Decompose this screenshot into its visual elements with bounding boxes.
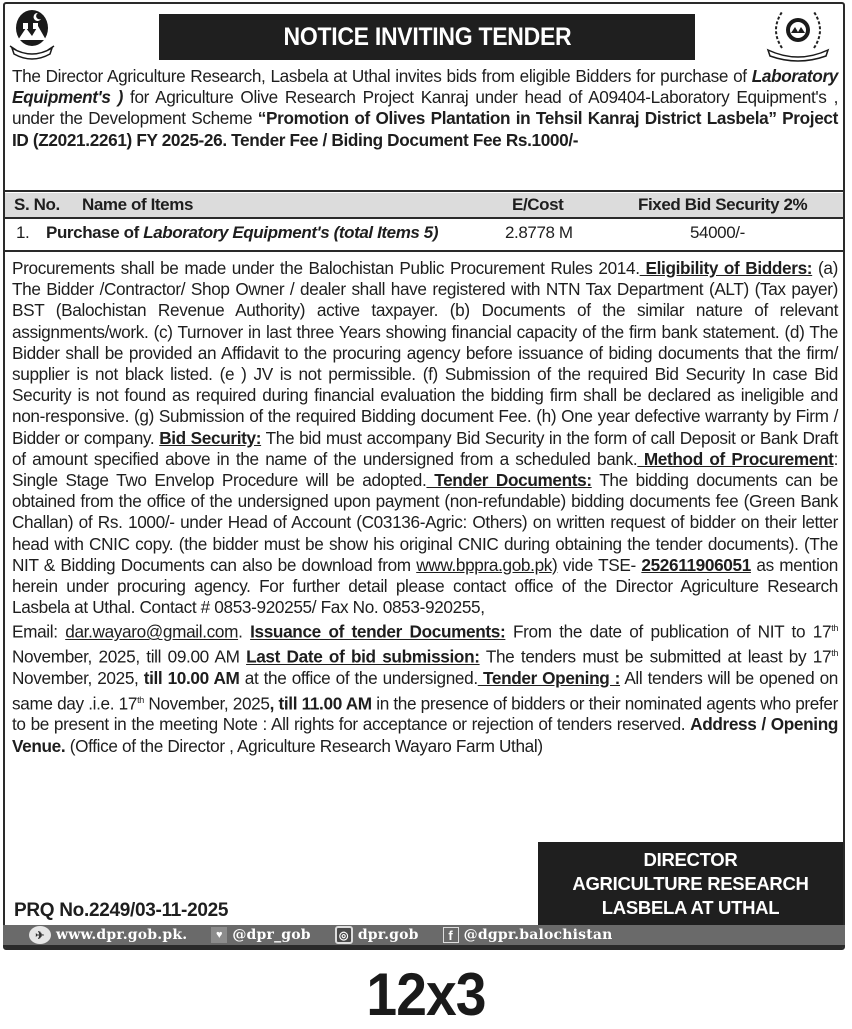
ordinal-suffix: th [137,694,144,705]
table-bottom-border [3,250,845,252]
col-header-security: Fixed Bid Security 2% [638,195,808,214]
footer-instagram[interactable] [335,926,419,944]
signature-block [538,842,843,925]
row-security: 54000/- [690,223,745,242]
prq-number: PRQ No.2249/03-11-2025 [14,900,229,921]
terms-text: . [238,622,251,643]
instagram-handle[interactable]: dpr.gob [357,927,419,943]
intro-paragraph [12,66,838,151]
heading-issuance: Issuance of tender Documents: [250,622,506,643]
terms-text: November, 2025, till 09.00 AM [12,647,247,668]
table-header-divider [3,217,845,219]
scheme-name: “Promotion of Olives Plantation in Tehsil Kanraj District Lasbela” Project ID (Z2021.2261) FY 2025-26. Tender Fee / Biding Document Fee Rs.1000/- [12,108,838,150]
heading-address: Address / Opening Venue. [12,714,838,756]
submission-time: till 10.00 AM [143,668,240,689]
signature-title: DIRECTOR [643,848,738,870]
intro-text: The Director Agriculture Research, Lasbela at Uthal invites bids from eligible Bidders for purchase of [12,66,752,86]
twitter-handle[interactable]: @dpr_gob [232,927,311,943]
row-item-name [46,223,438,243]
terms-text: (Office of the Director , Agriculture Research Wayaro Farm Uthal) [65,735,543,756]
ordinal-suffix: th [831,648,838,659]
heading-eligibility: Eligibility of Bidders: [639,258,813,278]
opening-time: , till 11.00 AM [269,693,372,714]
table-top-border [3,190,845,192]
bppra-link[interactable]: www.bppra.gob.pk) [416,554,558,575]
terms-text: (a) The Bidder /Contractor/ Shop Owner / dealer shall have registered with NTN Tax Department (ALT) (Tax payer) BST (Balochistan Revenue Authority) active taxpayer. (b) Documents of the similar nature of relevant assignments/work. (c) Turnover in last three Years showing financial capacity of the firm bank statement. (d) The Bidder shall be provided an Affidavit to the procuring agency before issuance of biding documents that the firm/ supplier is not black listed. (e ) JV is not permissible. (f) Submission of the required Bid Security In case Bid Security is not found as required during financial evaluation the bidding firm shall be declared as ineligible and non-responsive. (g) Submission of the required Bidding document Fee. (h) One year defective warranty by Firm / Bidder or company. [12,258,838,448]
notice-title-banner [159,14,695,60]
balochistan-emblem-logo [8,6,56,62]
terms-text: in the presence of bidders or their nominated agents who prefer to be present in the meeting Note : All rights for acceptance or rejection of tenders reserved. [12,693,838,735]
heading-last-date: Last Date of bid submission: [246,647,480,668]
email-link[interactable]: dar.wayaro@gmail.com [65,622,239,643]
col-header-sno: S. No. [14,195,60,214]
footer-facebook[interactable] [443,927,613,943]
instagram-icon: ◎ [335,926,353,944]
footer-twitter[interactable] [211,927,310,943]
row-item-italic: Laboratory Equipment's (total Items 5) [143,223,439,242]
terms-text: Procurements shall be made under the Balochistan Public Procurement Rules 2014. [12,258,640,278]
terms-text: From the date of publication of NIT to 17 [505,622,832,643]
col-header-cost: E/Cost [512,195,564,214]
row-sno: 1. [16,223,30,242]
row-cost: 2.8778 M [505,223,573,242]
col-header-name: Name of Items [82,195,194,214]
heading-tender-opening: Tender Opening : [477,668,621,689]
website-link[interactable]: www.dpr.gob.pk. [56,927,188,943]
signature-department: AGRICULTURE RESEARCH [572,872,809,894]
tse-number: 252611906051 [641,554,751,575]
terms-text: All tenders will be opened on same day .i.e. 17 [12,668,839,714]
heading-method-of-procurement: Method of Procurement [637,448,834,469]
row-item-prefix: Purchase of [46,223,144,242]
terms-text: : Single Stage Two Envelop Procedure will be adopted. [12,448,838,491]
dgpr-emblem-logo [760,6,836,62]
terms-text: The bid must accompany Bid Security in the form of call Deposit or Bank Draft of amount specified above in the name of the undersigned from a scheduled bank. [12,427,838,469]
signature-location: LASBELA AT UTHAL [601,896,780,918]
heading-tender-documents: Tender Documents: [426,470,592,491]
facebook-icon: f [443,927,459,943]
terms-text: vide TSE- [557,554,642,575]
item-name-emphasis: Laboratory Equipment's ) [12,66,838,108]
terms-text: at the office of the undersigned. [239,668,478,689]
notice-title: NOTICE INVITING TENDER [283,22,571,51]
footer-website[interactable] [29,926,187,944]
ordinal-suffix: th [831,623,838,634]
ad-size-label: 12x3 [366,961,486,1028]
terms-text: as mention herein under procuring agency. For further detail please contact office of the Director Agriculture Research Lasbela at Uthal. Contact # 0853-920255/ Fax No. 0853-920255, [12,554,838,618]
terms-paragraph [12,258,838,757]
terms-text: The bidding documents can be obtained from the office of the undersigned upon payment (non-refundable) bidding documents fee (Green Bank Challan) of Rs. 1000/- under Head of Account (C03136-Agric: Others) on written request of bidder on their letter head with CNIC copy. (the bidder must be show his original CNIC during obtaining the tender documents). (The NIT & Bidding Documents can also be download from [12,470,838,575]
globe-icon: ✈ [29,926,51,944]
twitter-icon: ♥ [211,927,227,943]
terms-text: The tenders must be submitted at least by 17 [479,647,832,668]
terms-text: November, 2025 [143,693,270,714]
heading-bid-security: Bid Security: [159,427,262,448]
footer-social-bar [3,925,845,948]
facebook-handle[interactable]: @dgpr.balochistan [463,927,613,943]
intro-text-2: for Agriculture Olive Research Project Kanraj under head of A09404-Laboratory Equipment's , under the Development Scheme [12,87,838,129]
terms-text: November, 2025, [12,668,144,689]
email-label: Email: [12,622,66,643]
